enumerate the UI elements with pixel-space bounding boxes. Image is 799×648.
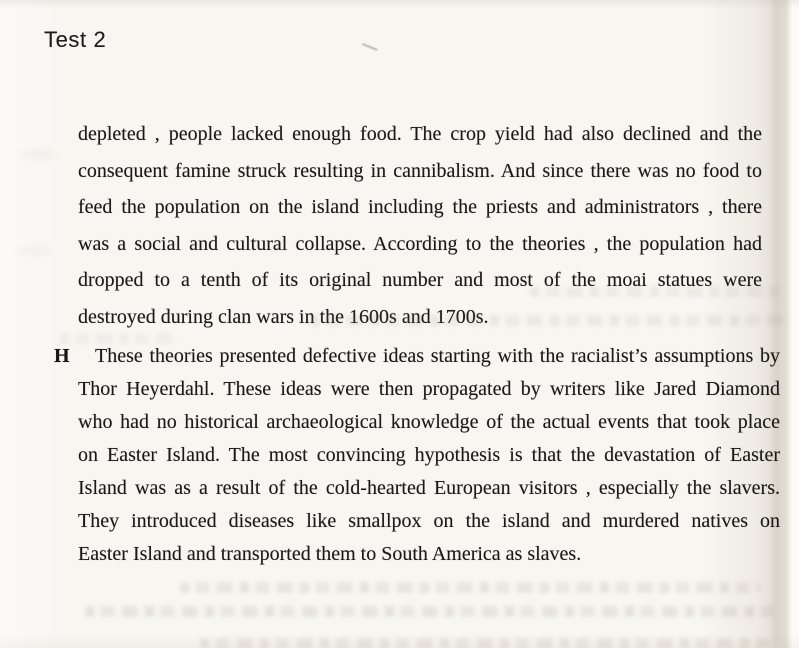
text-line: They introduced diseases like smallpox on the island and murdered natives on — [78, 510, 780, 532]
smudge-mark — [18, 150, 56, 159]
text-line: destroyed during clan wars in the 1600s and 1700s. — [78, 305, 489, 328]
text-line: Island was as a result of the cold-hearted European visitors , especially the slavers. — [78, 477, 780, 499]
text-line: feed the population on the island including the priests and administrators , there — [78, 196, 762, 218]
paragraph-h — [78, 340, 780, 571]
bleed-through-line — [310, 315, 785, 326]
text-line: who had no historical archaeological knowledge of the actual events that took place — [78, 411, 780, 433]
paragraph-label-h: H — [54, 345, 70, 367]
text-line: consequent famine struck resulting in cannibalism. And since there was no food to — [78, 159, 762, 182]
bleed-through-line — [60, 333, 180, 344]
text-line: Easter Island and transported them to South America as slaves. — [78, 543, 582, 565]
text-line: depleted , people lacked enough food. The crop yield had also declined and the — [78, 123, 762, 145]
text-line: These theories presented defective ideas starting with the racialist’s assumptions by — [95, 345, 780, 367]
paragraph-body — [78, 116, 762, 335]
bleed-through-line — [200, 638, 775, 648]
scratch-mark — [362, 43, 377, 50]
page-title: Test 2 — [44, 27, 107, 52]
bleed-through-line — [180, 582, 760, 593]
text-line: on Easter Island. The most convincing hypothesis is that the devastation of Easter — [78, 444, 780, 466]
bleed-through-line — [85, 606, 775, 617]
text-line: dropped to a tenth of its original number and most of the moai statues were — [78, 269, 762, 291]
text-line: was a social and cultural collapse. According to the theories , the population had — [78, 232, 762, 255]
bleed-through-line — [530, 286, 780, 297]
text-line: Thor Heyerdahl. These ideas were then propagated by writers like Jared Diamond — [78, 378, 780, 400]
smudge-mark — [16, 246, 50, 255]
